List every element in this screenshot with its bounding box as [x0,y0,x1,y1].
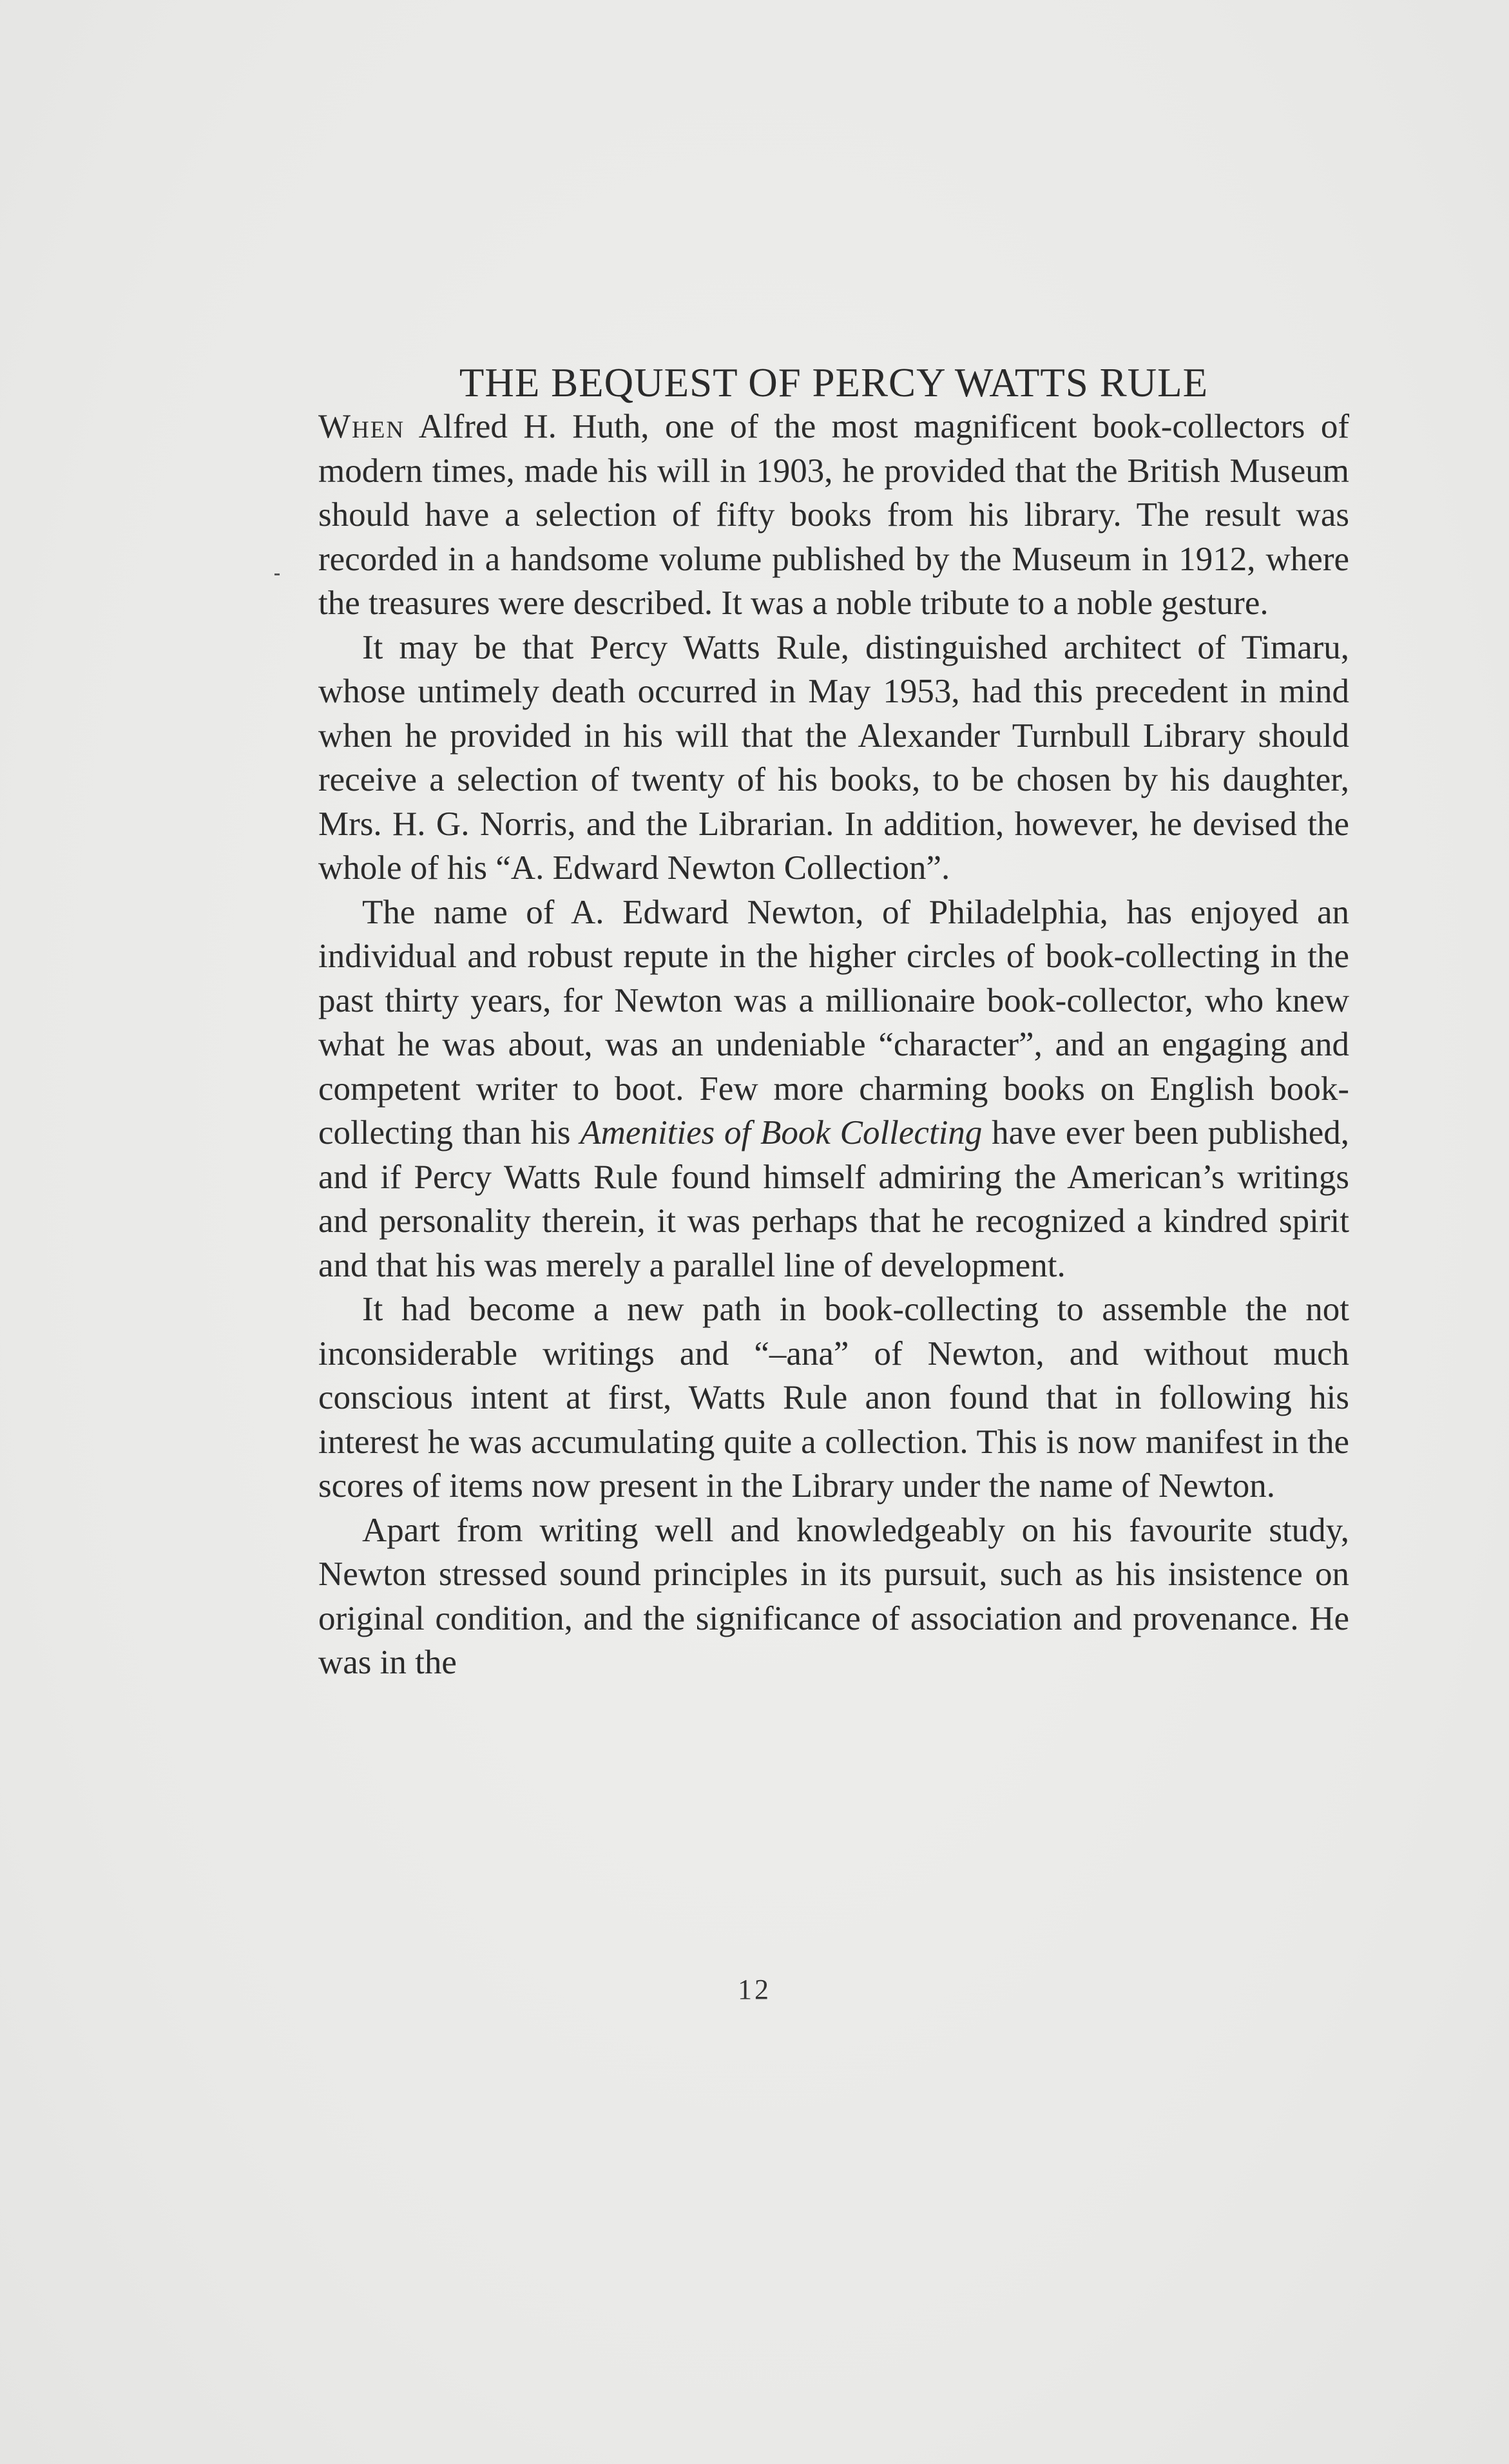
article-body [318,361,1349,1685]
paragraph-5: Apart from writing well and knowledgeably on his favourite study, Newton stressed sound principles in its pursuit, such as his insistence on original condition, and the significance of association and provenance. He was in the [318,1511,1349,1681]
lead-word: When [318,408,405,445]
book-title-italic: Amenities of Book Collecting [580,1114,983,1151]
paragraph-2: It may be that Percy Watts Rule, distinguished architect of Timaru, whose untimely death occurred in May 1953, had this precedent in mind when he provided in his will that the Alexander Turnbull Library should receive a selection of twenty of his books, to be chosen by his daughter, Mrs. H. G. Norris, and the Librarian. In addition, however, he devised the whole of his “A. Edward Newton Collection”. [318,628,1349,887]
article-title: THE BEQUEST OF PERCY WATTS RULE [459,360,1209,405]
paragraph-1-text: Alfred H. Huth, one of the most magnificent book-collectors of modern times, made his will in 1903, he provided that the British Museum should have a selection of fifty books from his library. The result was recorded in a handsome volume published by the Museum in 1912, where the treasures were described. It was a noble tribute to a noble gesture. [318,408,1349,622]
ink-speck [274,573,280,575]
paragraph-1 [318,405,1349,626]
paragraph-4: It had become a new path in book-collecting to assemble the not inconsiderable writings and “–ana” of Newton, and without much conscious intent at first, Watts Rule anon found that in following his interest he was accumulating quite a collection. This is now manifest in the scores of items now present in the Library under the name of Newton. [318,1291,1349,1505]
paragraph-3: The name of A. Edward Newton, of Philadelphia, has enjoyed an individual and robust repute in the higher circles of book-collecting in the past thirty years, for Newton was a millionaire book-collector, who knew what he was about, was an undeniable “character”, and an engaging and competent writer to boot. Few more charming books on English book-collecting than his Amenities of Book Collecting have ever been published, and if Percy Watts Rule found himself admiring the American’s writings and personality therein, it was perhaps that he recognized a kindred spirit and that his was merely a parallel line of development. [318,893,1349,1284]
page-number: 12 [738,1974,771,2005]
